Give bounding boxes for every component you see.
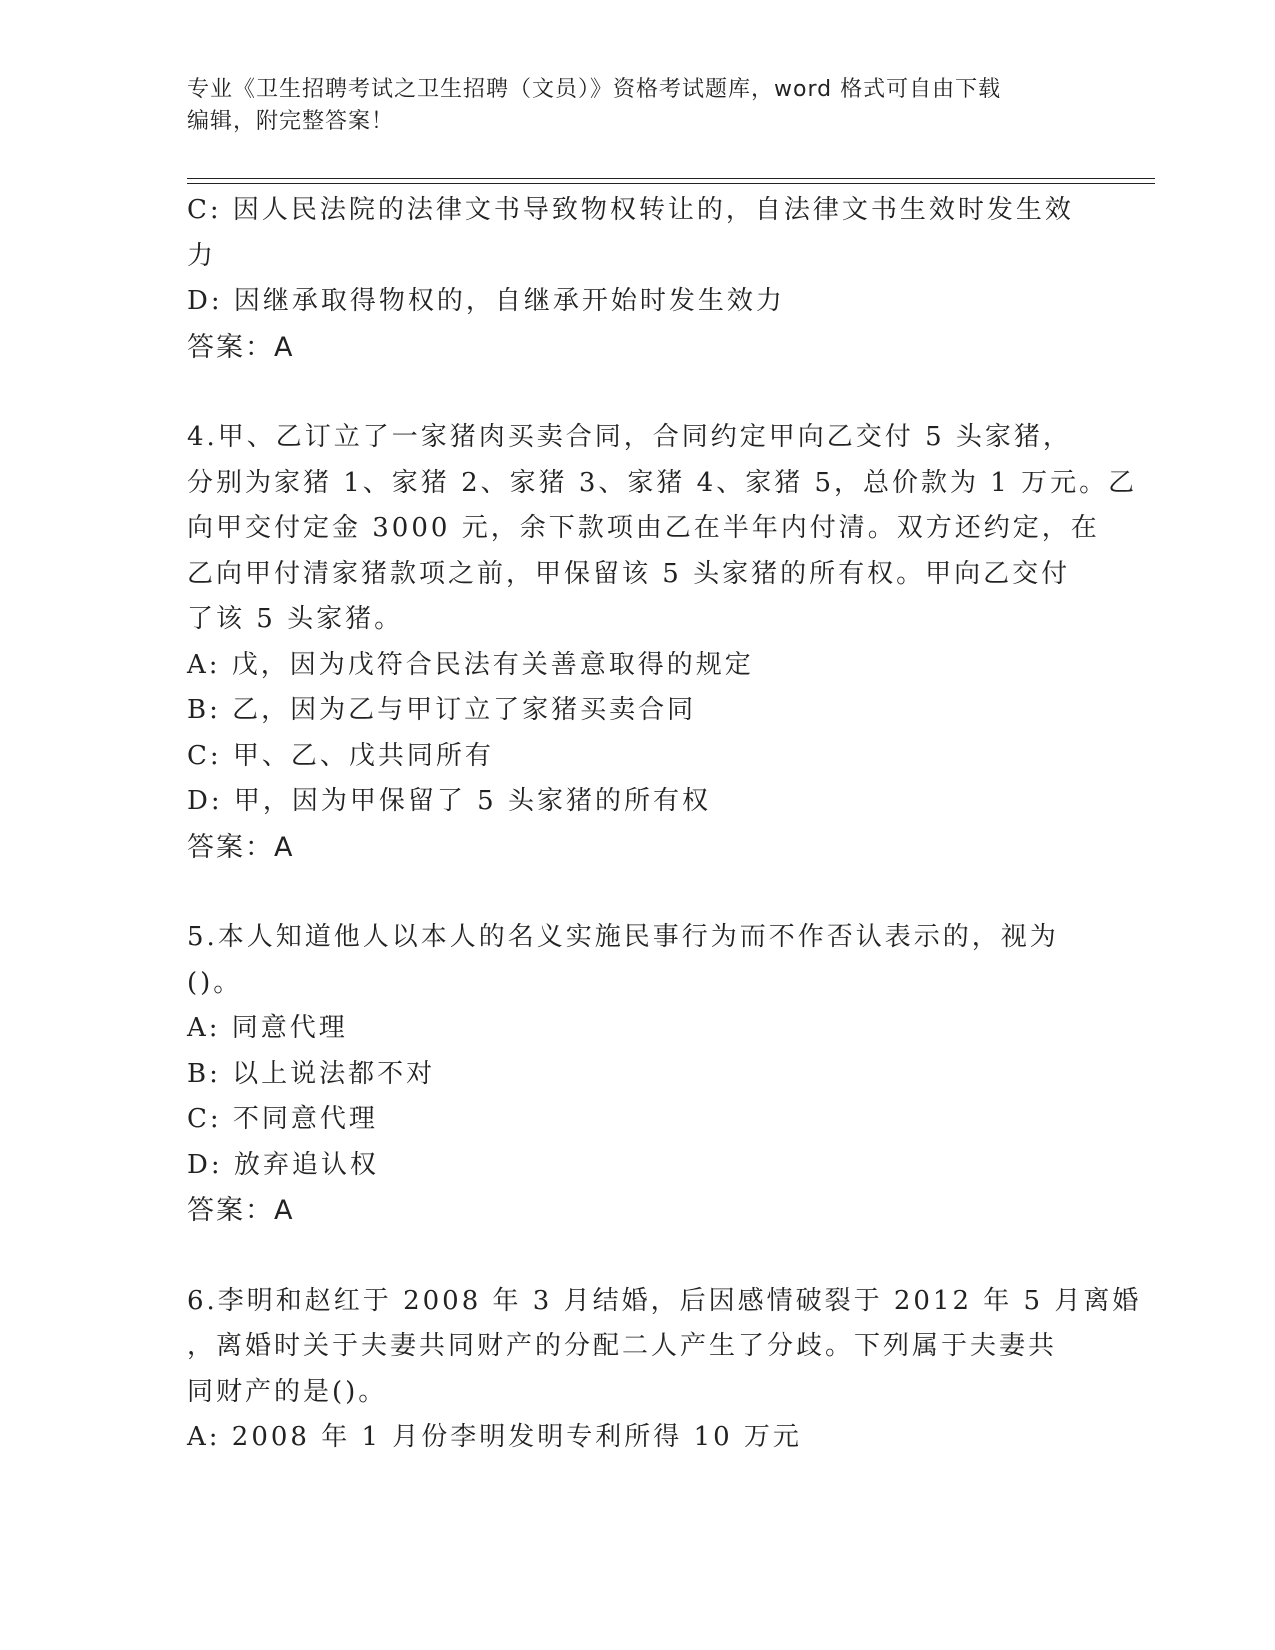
answer: 答案：A: [187, 331, 295, 363]
header-line-1: 专业《卫生招聘考试之卫生招聘（文员）》资格考试题库，word 格式可自由下载: [187, 77, 1002, 102]
option-d: D: 甲，因为甲保留了 5 头家猪的所有权: [187, 786, 711, 816]
option-b: B: 以上说法都不对: [187, 1058, 436, 1089]
question-stem-line: 乙向甲付清家猪款项之前，甲保留该 5 头家猪的所有权。甲向乙交付: [187, 558, 1071, 589]
question-6: [187, 1279, 1142, 1461]
option-a: A: 戊，因为戊符合民法有关善意取得的规定: [187, 649, 754, 680]
question-stem-line: 6.李明和赵红于 2008 年 3 月结婚，后因感情破裂于 2012 年 5 月离婚: [187, 1285, 1142, 1316]
header-line-2: 编辑，附完整答案！: [187, 109, 395, 134]
option-a: A: 同意代理: [187, 1013, 348, 1043]
header-divider-bottom: [187, 183, 1155, 184]
question-stem-line: 5.本人知道他人以本人的名义实施民事行为而不作否认表示的，视为: [187, 922, 1059, 952]
option-d: D: 因继承取得物权的，自继承开始时发生效力: [187, 286, 785, 316]
option-a: A: 2008 年 1 月份李明发明专利所得 10 万元: [187, 1422, 802, 1452]
header-divider-top: [187, 178, 1155, 179]
option-d: D: 放弃追认权: [187, 1149, 379, 1180]
question-stem-line: 了该 5 头家猪。: [187, 604, 404, 634]
spacer: [187, 870, 1087, 915]
question-stem-line: 向甲交付定金 3000 元，余下款项由乙在半年内付清。双方还约定，在: [187, 513, 1100, 543]
page-header: [187, 74, 1067, 138]
answer: 答案：A: [187, 1195, 295, 1226]
question-3-tail: [187, 188, 1087, 370]
question-stem-line: 分别为家猪 1、家猪 2、家猪 3、家猪 4、家猪 5，总价款为 1 万元。乙: [187, 467, 1138, 498]
document-body: [187, 188, 1142, 1461]
option-c-continuation: 力: [187, 240, 217, 271]
question-4: [187, 415, 1138, 870]
spacer: [187, 1234, 1087, 1279]
spacer: [187, 370, 1087, 415]
option-b: B: 乙，因为乙与甲订立了家猪买卖合同: [187, 695, 697, 725]
option-c: C: 甲、乙、戊共同所有: [187, 740, 494, 771]
option-c: C: 不同意代理: [187, 1104, 378, 1134]
answer: 答案：A: [187, 831, 295, 863]
option-c: C: 因人民法院的法律文书导致物权转让的，自法律文书生效时发生效: [187, 195, 1074, 225]
question-stem-line: ()。: [187, 967, 243, 998]
question-stem-line: 同财产的是()。: [187, 1376, 388, 1407]
question-5: [187, 915, 1087, 1234]
question-stem-line: 4.甲、乙订立了一家猪肉买卖合同，合同约定甲向乙交付 5 头家猪，: [187, 422, 1072, 452]
question-stem-line: ，离婚时关于夫妻共同财产的分配二人产生了分歧。下列属于夫妻共: [187, 1331, 1058, 1361]
